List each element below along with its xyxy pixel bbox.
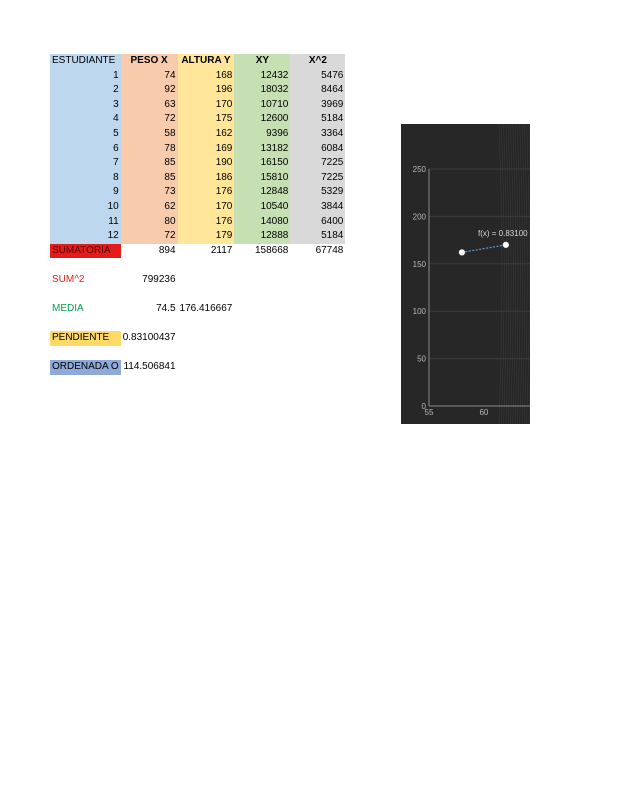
empty-cell[interactable] (121, 258, 178, 273)
table-row (50, 83, 345, 98)
ordenada-value[interactable]: 114.506841 (123, 361, 176, 373)
sum2-value[interactable]: 799236 (142, 273, 176, 285)
empty-cell[interactable] (234, 288, 290, 303)
data-cell[interactable]: 12888 (234, 229, 290, 244)
data-cell[interactable]: 3 (50, 98, 121, 113)
data-cell[interactable]: 62 (121, 200, 178, 215)
empty-cell[interactable] (290, 273, 345, 288)
sum-cell[interactable]: 894 (158, 244, 176, 256)
data-cell[interactable]: 9 (50, 185, 121, 200)
data-cell[interactable]: 5184 (290, 229, 345, 244)
data-cell[interactable]: 169 (178, 142, 235, 157)
data-cell[interactable]: 168 (178, 69, 235, 84)
data-cell[interactable]: 72 (121, 229, 178, 244)
y-tick-label: 100 (412, 307, 426, 317)
data-cell[interactable]: 8464 (290, 83, 345, 98)
data-cell[interactable]: 175 (178, 112, 235, 127)
table-row (50, 127, 345, 142)
data-cell[interactable]: 190 (178, 156, 235, 171)
media-row (50, 302, 345, 317)
data-cell[interactable]: 72 (121, 112, 178, 127)
data-cell[interactable]: 73 (121, 185, 178, 200)
trendline (462, 245, 506, 253)
empty-cell[interactable] (234, 346, 290, 361)
empty-cell[interactable] (50, 258, 121, 273)
empty-cell[interactable] (50, 288, 121, 303)
data-cell[interactable]: 6 (50, 142, 121, 157)
sum-row (50, 244, 345, 259)
data-cell[interactable]: 12848 (234, 185, 290, 200)
data-cell[interactable]: 10710 (234, 98, 290, 113)
x-tick-label: 55 (424, 408, 434, 417)
data-cell[interactable]: 10540 (234, 200, 290, 215)
empty-cell[interactable] (121, 317, 178, 332)
data-cell[interactable]: 4 (50, 112, 121, 127)
empty-cell[interactable] (121, 288, 178, 303)
table-row (50, 185, 345, 200)
empty-cell[interactable] (178, 360, 235, 375)
data-cell[interactable]: 186 (178, 171, 235, 186)
header-cell[interactable]: ESTUDIANTE (50, 54, 121, 69)
chart-canvas (401, 124, 530, 424)
data-cell[interactable]: 12432 (234, 69, 290, 84)
data-cell[interactable]: 74 (121, 69, 178, 84)
data-cell[interactable]: 5184 (290, 112, 345, 127)
empty-cell[interactable] (178, 273, 235, 288)
data-cell[interactable]: 176 (178, 185, 235, 200)
data-cell[interactable]: 2 (50, 83, 121, 98)
media-x-value[interactable]: 74.5 (156, 303, 176, 315)
spreadsheet (50, 54, 345, 375)
empty-cell[interactable] (178, 258, 235, 273)
data-point (459, 249, 465, 255)
empty-cell[interactable] (290, 302, 345, 317)
empty-cell[interactable] (50, 317, 121, 332)
data-cell[interactable]: 179 (178, 229, 235, 244)
data-cell[interactable]: 7 (50, 156, 121, 171)
empty-cell[interactable] (178, 288, 235, 303)
data-cell[interactable]: 16150 (234, 156, 290, 171)
pendiente-label[interactable]: PENDIENTE (50, 331, 121, 346)
data-cell[interactable]: 5476 (290, 69, 345, 84)
data-cell[interactable]: 176 (178, 215, 235, 230)
trendline-equation: f(x) = 0.83100 (478, 229, 528, 238)
empty-cell[interactable] (290, 258, 345, 273)
header-cell[interactable]: ALTURA Y (178, 54, 235, 69)
data-point (503, 242, 509, 248)
header-row (50, 54, 345, 69)
table-row (50, 142, 345, 157)
empty-cell[interactable] (178, 317, 235, 332)
data-cell[interactable]: 7225 (290, 171, 345, 186)
media-label[interactable]: MEDIA (52, 303, 84, 315)
empty-cell[interactable] (234, 273, 290, 288)
table-row (50, 69, 345, 84)
sum-cell[interactable]: 67748 (315, 244, 344, 256)
empty-cell[interactable] (50, 346, 121, 361)
scatter-chart[interactable] (401, 124, 530, 424)
data-cell[interactable]: 5 (50, 127, 121, 142)
sum-cell[interactable]: 158668 (255, 244, 289, 256)
data-cell[interactable]: 14080 (234, 215, 290, 230)
ordenada-row (50, 360, 345, 375)
table-row (50, 98, 345, 113)
empty-cell[interactable] (234, 302, 290, 317)
y-tick-label: 250 (412, 165, 426, 174)
data-cell[interactable]: 3844 (290, 200, 345, 215)
data-cell[interactable]: 170 (178, 98, 235, 113)
data-cell[interactable]: 8 (50, 171, 121, 186)
x-tick-label: 60 (479, 408, 489, 417)
data-cell[interactable]: 6084 (290, 142, 345, 157)
data-cell[interactable]: 80 (121, 215, 178, 230)
data-cell[interactable]: 18032 (234, 83, 290, 98)
data-table (50, 54, 345, 375)
data-cell[interactable]: 12600 (234, 112, 290, 127)
empty-cell[interactable] (290, 317, 345, 332)
table-row (50, 156, 345, 171)
empty-cell[interactable] (290, 346, 345, 361)
data-cell[interactable]: 63 (121, 98, 178, 113)
empty-cell[interactable] (178, 331, 235, 346)
data-cell[interactable]: 196 (178, 83, 235, 98)
data-cell[interactable]: 78 (121, 142, 178, 157)
data-cell[interactable]: 162 (178, 127, 235, 142)
data-cell[interactable]: 11 (50, 215, 121, 230)
y-tick-label: 50 (417, 354, 426, 364)
empty-row (50, 258, 345, 273)
y-tick-label: 0 (421, 402, 426, 411)
empty-cell[interactable] (234, 317, 290, 332)
empty-row (50, 317, 345, 332)
empty-cell[interactable] (234, 360, 290, 375)
header-cell[interactable]: X^2 (290, 54, 345, 69)
data-cell[interactable]: 5329 (290, 185, 345, 200)
data-cell[interactable]: 6400 (290, 215, 345, 230)
data-cell[interactable]: 13182 (234, 142, 290, 157)
data-cell[interactable]: 3969 (290, 98, 345, 113)
ordenada-label[interactable]: ORDENADA O (50, 360, 121, 375)
data-cell[interactable]: 85 (121, 156, 178, 171)
data-cell[interactable]: 10 (50, 200, 121, 215)
sum2-row (50, 273, 345, 288)
table-row (50, 112, 345, 127)
data-cell[interactable]: 170 (178, 200, 235, 215)
pendiente-row (50, 331, 345, 346)
empty-cell[interactable] (290, 288, 345, 303)
empty-cell[interactable] (121, 346, 178, 361)
empty-cell[interactable] (234, 258, 290, 273)
empty-cell[interactable] (234, 331, 290, 346)
media-y-value[interactable]: 176.416667 (179, 303, 233, 315)
table-row (50, 215, 345, 230)
data-cell[interactable]: 7225 (290, 156, 345, 171)
pendiente-value[interactable]: 0.83100437 (122, 332, 176, 344)
empty-cell[interactable] (290, 331, 345, 346)
data-cell[interactable]: 12 (50, 229, 121, 244)
header-cell[interactable]: PESO X (121, 54, 178, 69)
empty-cell[interactable] (178, 346, 235, 361)
sumatoria-label[interactable]: SUMATORIA (50, 244, 121, 259)
data-cell[interactable]: 1 (50, 69, 121, 84)
data-cell[interactable]: 3364 (290, 127, 345, 142)
table-row (50, 200, 345, 215)
table-row (50, 171, 345, 186)
data-cell[interactable]: 85 (121, 171, 178, 186)
sum-cell[interactable]: 2117 (210, 244, 233, 256)
sum2-label[interactable]: SUM^2 (52, 273, 85, 285)
y-tick-label: 150 (412, 259, 426, 269)
data-cell[interactable]: 9396 (234, 127, 290, 142)
table-row (50, 229, 345, 244)
empty-row (50, 288, 345, 303)
y-tick-label: 200 (412, 212, 426, 222)
empty-cell[interactable] (290, 360, 345, 375)
header-cell[interactable]: XY (234, 54, 290, 69)
empty-row (50, 346, 345, 361)
data-cell[interactable]: 92 (121, 83, 178, 98)
data-cell[interactable]: 15810 (234, 171, 290, 186)
data-cell[interactable]: 58 (121, 127, 178, 142)
